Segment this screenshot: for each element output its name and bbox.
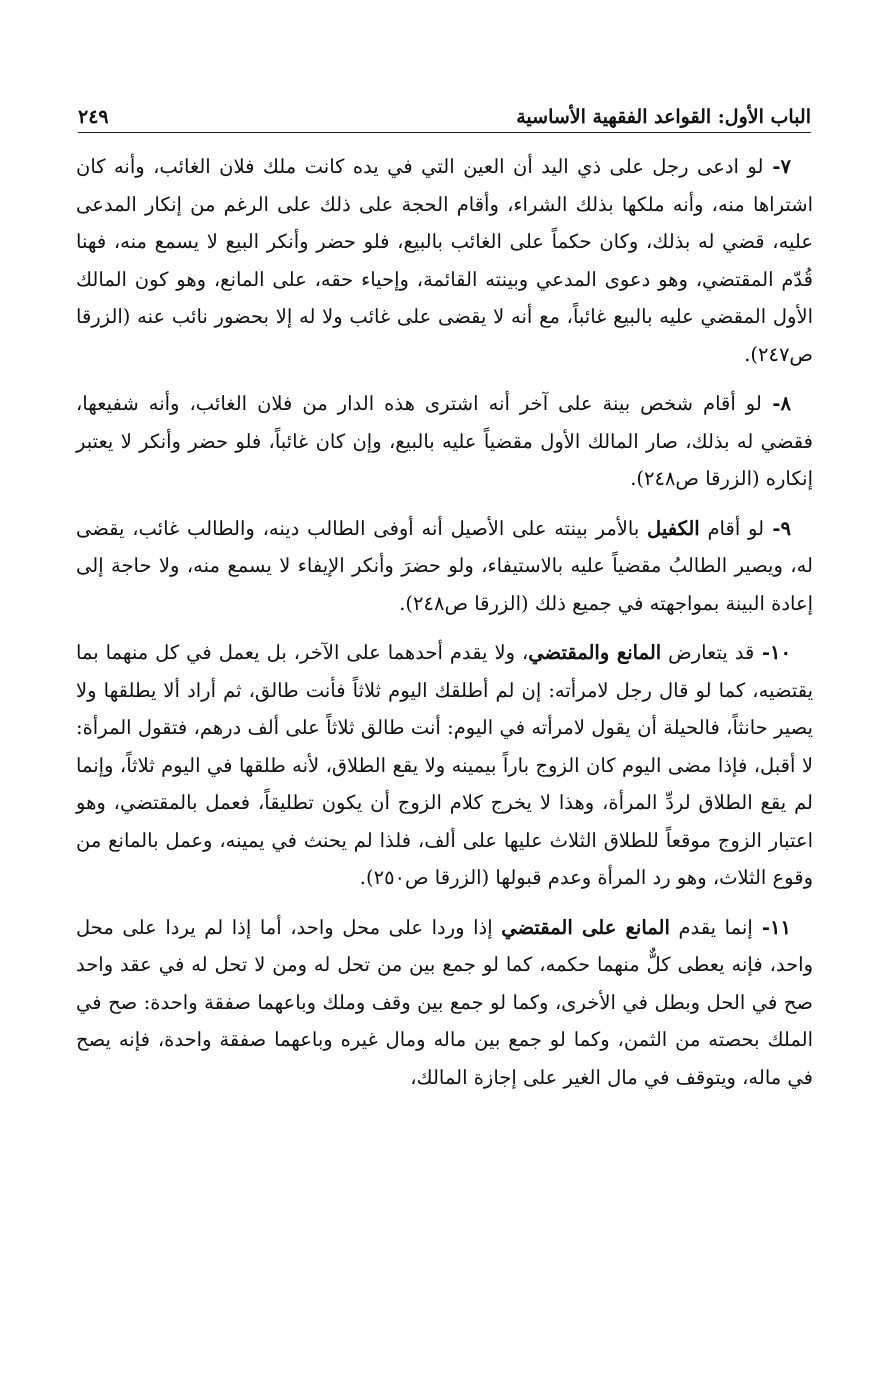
paragraph-text: ، ولا يقدم أحدهما على الآخر، بل يعمل في كل منهما بما يقتضيه، كما لو قال رجل لامرأته: إن لم أطلقك اليوم ثلاثاً فأنت طالق، ثم أراد ألا يطلقها ولا يصير حانثاً، فالحيلة أن يقول لامرأته في اليوم: أنت طالق ثلاثاً على ألف درهم، فتقول المرأة: لا أقبل، فإذا مضى اليوم كان الزوج باراً بيمينه ولا يقع الطلاق، لأنه طلقها في اليوم ثلاثاً، وإنما لم يقع الطلاق لردِّ المرأة، وهذا لا يخرج كلام الزوج أن يكون تطليقاً، فعمل بالمقتضي، وهو اعتبار الزوج موقعاً للطلاق الثلاث عليها على ألف، فلذا لم يحنث في يمينه، وعمل بالمانع من وقوع الثلاث، وهو رد المرأة وعدم قبولها (الزرقا ص٢٥٠). (76, 641, 813, 889)
paragraph-keyword: المانع على المقتضي (501, 915, 670, 939)
page-header (78, 96, 811, 133)
paragraph-10 (76, 634, 813, 897)
paragraph-text: لو ادعى رجل على ذي اليد أن العين التي في يده كانت ملك فلان الغائب، وأنه كان اشتراها منه، وأنه ملكها بذلك الشراء، وأقام الحجة على ذلك على الرغم من إنكار المدعى عليه، قضي له بذلك، وكان حكماً على الغائب بالبيع، فلو حضر وأنكر البيع لا يسمع منه، فهنا قُدّم المقتضي، وهو دعوى المدعي وبينته القائمة، وإحياء حقه، على المانع، وهو كون المالك الأول المقضي عليه بالبيع غائباً، مع أنه لا يقضى على غائب ولا له إلا بحضور نائب عنه (الزرقا ص٢٤٧). (76, 155, 813, 366)
paragraph-7 (76, 148, 813, 373)
paragraph-number: ٩- (764, 516, 791, 540)
paragraph-keyword: الكفيل (647, 516, 700, 540)
paragraph-number: ١٠- (754, 641, 791, 664)
paragraph-number: ٧- (763, 155, 791, 178)
paragraph-text: بالأمر بينته على الأصيل أنه أوفى الطالب دينه، والطالب غائب، يقضى له، ويصير الطالبُ مقضياً عليه بالاستيفاء، ولو حضرَ وأنكر الإيفاء لا يسمع منه، ولا حاجة إلى إعادة البينة بمواجهته في جميع ذلك (الزرقا ص٢٤٨). (76, 516, 813, 615)
paragraph-9 (76, 510, 813, 623)
paragraph-8 (76, 385, 813, 498)
running-title: الباب الأول: القواعد الفقهية الأساسية (516, 106, 811, 128)
paragraph-11 (76, 909, 813, 1097)
paragraph-lead: لو أقام (699, 516, 765, 540)
page-number: ٢٤٩ (78, 106, 109, 128)
paragraph-lead: قد يتعارض (661, 641, 755, 664)
paragraph-number: ١١- (752, 915, 791, 939)
paragraph-text: لو أقام شخص بينة على آخر أنه اشترى هذه الدار من فلان الغائب، وأنه شفيعها، فقضي له بذلك، صار المالك الأول مقضياً عليه بالبيع، وإن كان غائباً، فلو حضر وأنكر لا يعتبر إنكاره (الزرقا ص٢٤٨). (76, 392, 813, 490)
paragraph-lead: إنما يقدم (669, 915, 753, 939)
paragraph-text: إذا وردا على محل واحد، أما إذا لم يردا على محل واحد، فإنه يعطى كلٌّ منهما حكمه، كما لو جمع بين من تحل له ومن لا تحل له في عقد واحد صح في الحل وبطل في الأخرى، وكما لو جمع بين وقف وملك وباعهما صفقة واحدة: صح في الملك بحصته من الثمن، وكما لو جمع بين ماله ومال غيره وباعهما صفقة واحدة، فإنه يصح في ماله، ويتوقف في مال الغير على إجازة المالك، (76, 915, 813, 1089)
body-text (76, 148, 813, 1108)
paragraph-keyword: المانع والمقتضي (528, 641, 662, 664)
paragraph-number: ٨- (761, 392, 792, 415)
